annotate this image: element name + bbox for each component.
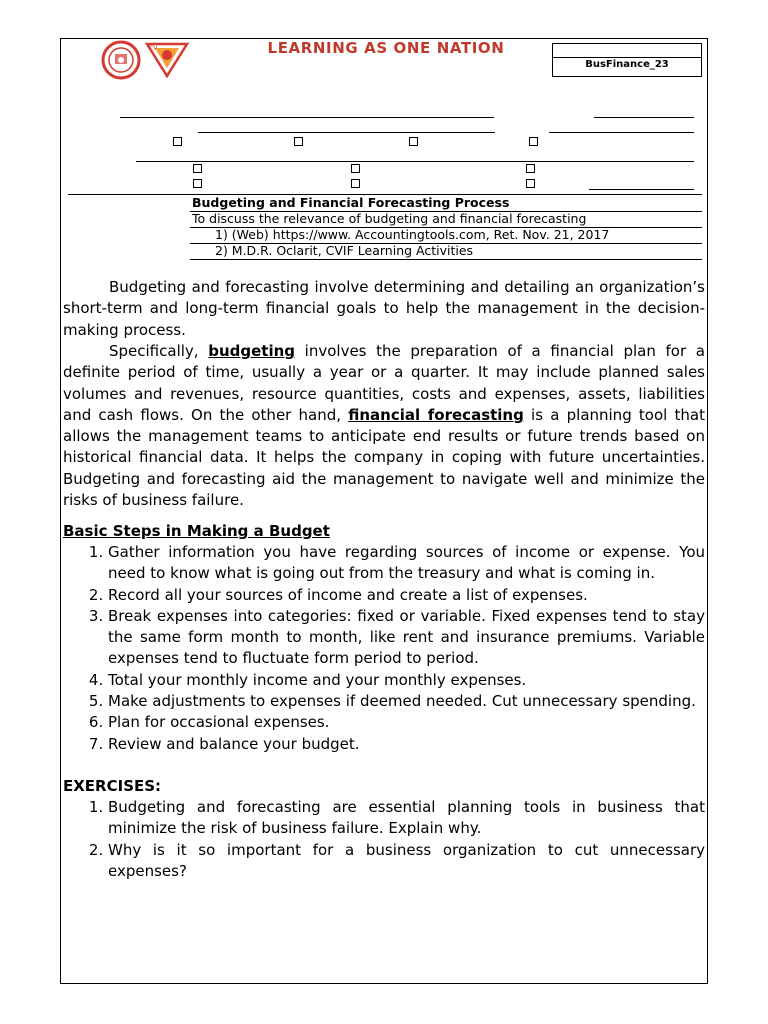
blank-line (136, 161, 694, 162)
list-item: 2. Why is it so important for a business organization to cut unnecessary expenses? (108, 840, 705, 883)
list-item: 2. Record all your sources of income and create a list of expenses. (108, 585, 705, 606)
checkbox[interactable] (529, 137, 538, 146)
exercises-heading: EXERCISES: (63, 777, 162, 795)
list-item: 4. Total your monthly income and your monthly expenses. (108, 670, 705, 691)
lesson-topic: Budgeting and Financial Forecasting Process (192, 195, 510, 210)
checkbox[interactable] (351, 164, 360, 173)
list-item: 3. Break expenses into categories: fixed or variable. Fixed expenses tend to stay the same form month to month, like rent and insurance premiums. Variable expenses tend to fluctuate form period to period. (108, 606, 705, 670)
info-underline (190, 259, 702, 260)
checkbox[interactable] (526, 164, 535, 173)
term-budgeting: budgeting (208, 342, 296, 360)
blank-line (120, 117, 494, 118)
list-item: 7. Review and balance your budget. (108, 734, 705, 755)
intro-text: Budgeting and forecasting involve determining and detailing an organization’s short-term and long-term financial goals to help the management in the decision-making process. (63, 278, 705, 339)
module-code-box (552, 43, 702, 77)
exercises-list (63, 797, 705, 882)
checkbox[interactable] (193, 179, 202, 188)
term-financial-forecasting: financial forecasting (348, 405, 524, 424)
list-item: 1. Gather information you have regarding sources of income or expense. You need to know what is going out from the treasury and what is coming in. (108, 542, 705, 585)
checkbox[interactable] (294, 137, 303, 146)
code-box-divider (553, 57, 701, 58)
blank-line (589, 189, 694, 190)
definitions-paragraph (63, 341, 705, 511)
module-code: BusFinance_23 (585, 59, 669, 70)
svg-text:CV: CV (149, 45, 158, 52)
checkbox[interactable] (193, 164, 202, 173)
checkbox[interactable] (173, 137, 182, 146)
definitions-text-c: is a planning tool that allows the management teams to anticipate end results or future trends based on historical financial data. It helps the company in coping with future uncertainties. Budgeting and forecasting aid the management to navigate well and minimize the risks of business failure. (63, 405, 705, 510)
definitions-text-a: Specifically, (109, 342, 209, 360)
intro-paragraph (63, 277, 705, 341)
blank-line (549, 132, 694, 133)
list-item: 6. Plan for occasional expenses. (108, 712, 705, 733)
blank-line (198, 132, 495, 133)
checkbox[interactable] (351, 179, 360, 188)
checkbox[interactable] (526, 179, 535, 188)
list-item: 5. Make adjustments to expenses if deemed needed. Cut unnecessary spending. (108, 691, 705, 712)
steps-list (63, 542, 705, 755)
lesson-reference-1: 1) (Web) https://www. Accountingtools.com, Ret. Nov. 21, 2017 (215, 227, 610, 242)
page-title: LEARNING AS ONE NATION (267, 39, 505, 57)
lesson-objective: To discuss the relevance of budgeting and financial forecasting (192, 211, 587, 226)
definitions-text-b: involves the preparation of a financial plan for a definite period of time, usually a year or a quarter. It may include planned sales volumes and revenues, resource quantities, costs and expenses, assets, liabilities and cash flows. On the other hand, (63, 342, 705, 424)
lesson-reference-2: 2) M.D.R. Oclarit, CVIF Learning Activities (215, 243, 474, 258)
checkbox[interactable] (409, 137, 418, 146)
steps-heading: Basic Steps in Making a Budget (63, 522, 330, 540)
blank-line (594, 117, 694, 118)
list-item: 1. Budgeting and forecasting are essential planning tools in business that minimize the risk of business failure. Explain why. (108, 797, 705, 840)
